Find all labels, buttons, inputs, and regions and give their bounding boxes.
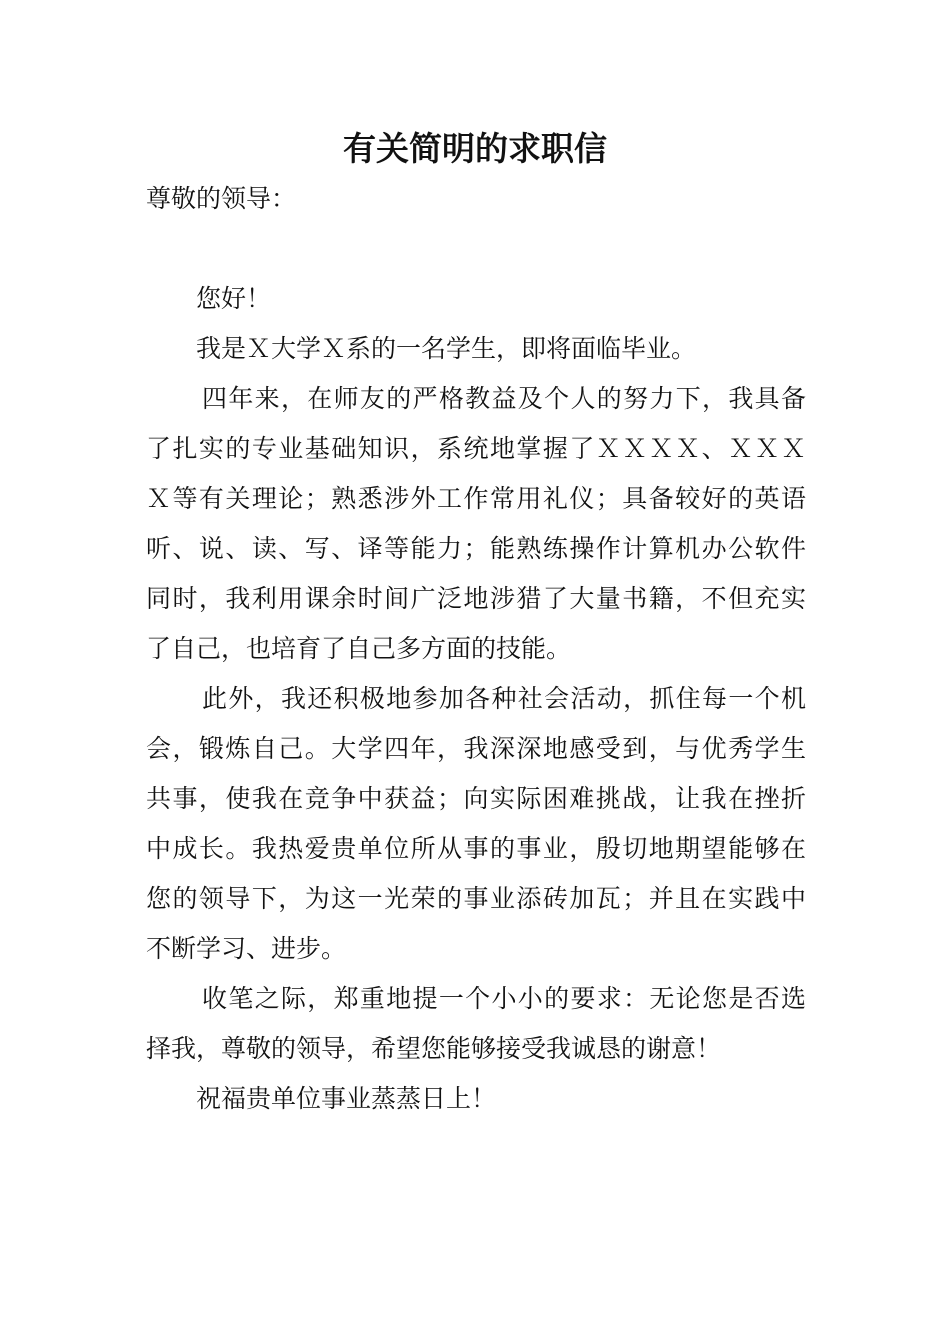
paragraph-line: 共事，使我在竞争中获益；向实际困难挑战，让我在挫折 [146, 784, 806, 813]
paragraph-line: 此外，我还积极地参加各种社会活动，抓住每一个机 [202, 684, 806, 713]
paragraph-line: 了自己，也培育了自己多方面的技能。 [146, 634, 572, 663]
paragraph-line: 听、说、读、写、译等能力；能熟练操作计算机办公软件 [146, 534, 806, 563]
paragraph-line: 四年来，在师友的严格教益及个人的努力下，我具备 [202, 384, 806, 413]
paragraph-line: 收笔之际，郑重地提一个小小的要求：无论您是否选 [202, 984, 806, 1013]
document-title: 有关简明的求职信 [343, 129, 607, 168]
paragraph-line: 了扎实的专业基础知识，系统地掌握了ＸＸＸＸ、ＸＸＸ [146, 434, 806, 463]
paragraph-line: 择我，尊敬的领导，希望您能够接受我诚恳的谢意！ [146, 1034, 722, 1063]
paragraph-line: Ｘ等有关理论；熟悉涉外工作常用礼仪；具备较好的英语 [146, 484, 806, 513]
greeting-line: 您好！ [196, 284, 272, 313]
paragraph-line: 您的领导下，为这一光荣的事业添砖加瓦；并且在实践中 [146, 884, 806, 913]
salutation: 尊敬的领导： [146, 184, 297, 213]
paragraph-line: 不断学习、进步。 [146, 934, 347, 963]
paragraph-line: 同时，我利用课余时间广泛地涉猎了大量书籍，不但充实 [146, 584, 806, 613]
intro-line: 我是Ｘ大学Ｘ系的一名学生，即将面临毕业。 [196, 334, 697, 363]
paragraph-line: 中成长。我热爱贵单位所从事的事业，殷切地期望能够在 [146, 834, 806, 863]
paragraph-line: 会，锻炼自己。大学四年，我深深地感受到，与优秀学生 [146, 734, 806, 763]
closing-line: 祝福贵单位事业蒸蒸日上！ [196, 1084, 497, 1113]
